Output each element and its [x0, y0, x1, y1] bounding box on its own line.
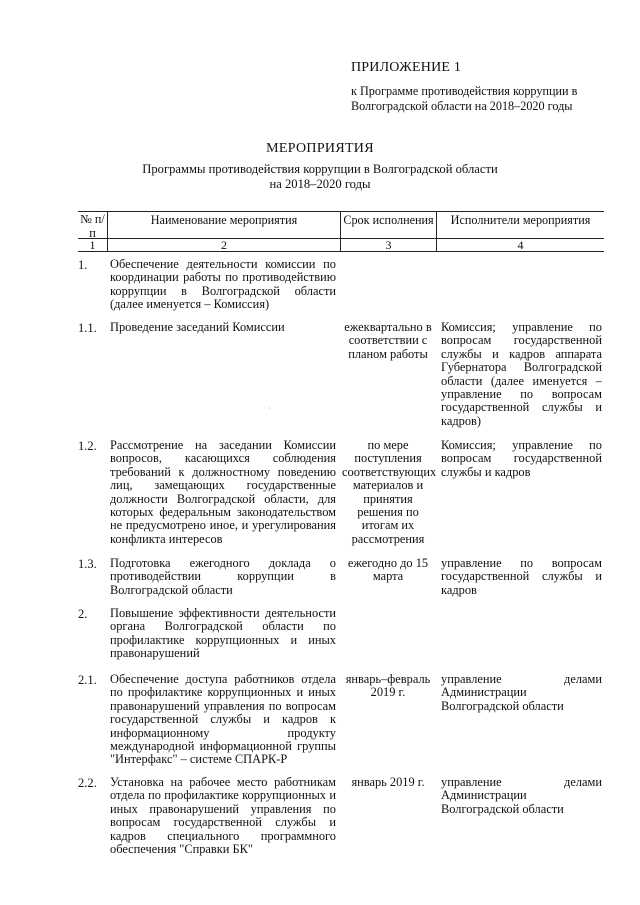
row-executors: управление делами Администрации Волгоградской области [441, 672, 602, 713]
scan-speck: · [268, 404, 271, 413]
header-num: № п/п [80, 212, 105, 240]
row-term: январь–февраль 2019 г. [345, 672, 431, 700]
row-executors: Комиссия; управление по вопросам государственной службы и кадров аппарата Губернатора Волгоградской области (далее именуется – управление по вопросам государственной службы и кадров) [441, 320, 602, 428]
row-name: Подготовка ежегодного доклада о противодействии коррупции в Волгоградской области [110, 556, 336, 597]
column-number-3: 3 [385, 238, 392, 252]
appendix-subtitle: к Программе противодействия коррупции в Волгоградской области на 2018–2020 годы [351, 84, 578, 113]
column-number-4: 4 [517, 238, 524, 252]
document-subtitle-line2: на 2018–2020 годы [269, 177, 371, 191]
table-header [78, 211, 604, 260]
row-term: ежегодно до 15 марта [347, 556, 429, 584]
row-name: Проведение заседаний Комиссии [110, 320, 285, 334]
row-number: 2. [78, 607, 88, 621]
header-name: Наименование мероприятия [150, 213, 298, 227]
document-subtitle-line1: Программы противодействия коррупции в Волгоградской области [142, 162, 498, 176]
column-number-2: 2 [221, 238, 227, 252]
row-name: Обеспечение деятельности комиссии по координации работы по противодействию коррупции в Волгоградской области (далее именуется – Комиссия) [110, 257, 336, 312]
row-number: 1.1. [78, 321, 97, 335]
row-executors: управление по вопросам государственной службы и кадров [441, 556, 602, 597]
row-name: Обеспечение доступа работников отдела по профилактике коррупционных и иных правонарушений управления по вопросам государственной службы и кадров к информационному продукту международной информационной группы "Интерфакс" – системе СПАРК-Р [110, 672, 336, 767]
appendix-title: ПРИЛОЖЕНИЕ 1 [351, 60, 462, 75]
header-top-border [78, 211, 604, 212]
row-number: 2.1. [78, 673, 97, 687]
row-executors: управление делами Администрации Волгоградской области [441, 775, 602, 816]
row-name: Установка на рабочее место работникам отдела по профилактике коррупционных и иных правонарушений управления по вопросам государственной службы и кадров специального программного обеспечения "Справки БК" [110, 775, 336, 857]
row-number: 2.2. [78, 776, 97, 790]
document-subtitle [120, 162, 520, 192]
row-term: ежеквартально в соответствии с планом работы [344, 320, 432, 361]
row-number: 1.3. [78, 557, 97, 571]
row-term: январь 2019 г. [351, 775, 425, 789]
header-executors: Исполнители мероприятия [450, 213, 591, 227]
row-number: 1. [78, 258, 88, 272]
row-executors: Комиссия; управление по вопросам государственной службы и кадров [441, 438, 602, 479]
row-name: Рассмотрение на заседании Комиссии вопросов, касающихся соблюдения требований к должностному поведению лиц, замещающих государственные должности Волгоградской области, для которых федеральным законодательством не предусмотрено иное, и урегулирования конфликта интересов [110, 438, 336, 546]
document-title: МЕРОПРИЯТИЯ [266, 141, 374, 156]
row-term: по мере поступления соответствующих материалов и принятия решения по итогам их рассмотрения [342, 438, 437, 546]
header-term: Срок исполнения [343, 213, 434, 227]
row-name: Повышение эффективности деятельности органа Волгоградской области по профилактике коррупционных и иных правонарушений [110, 606, 336, 661]
row-number: 1.2. [78, 439, 97, 453]
column-number-1: 1 [89, 238, 96, 252]
